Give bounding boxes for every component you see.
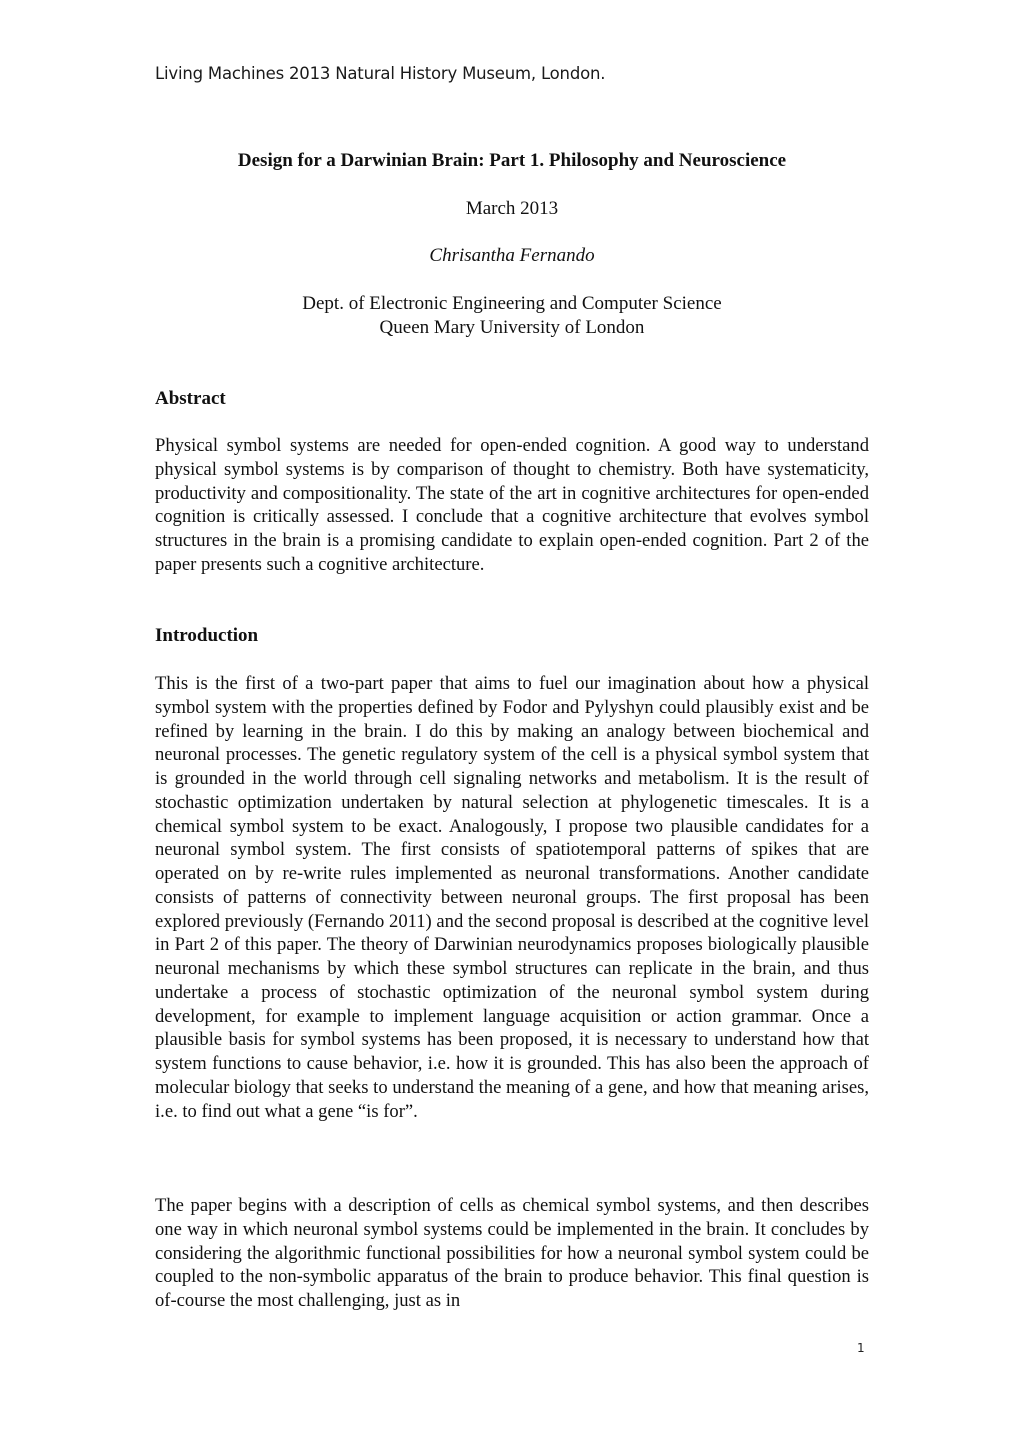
abstract-heading: Abstract	[155, 388, 226, 409]
paper-date: March 2013	[465, 198, 559, 219]
affiliation-university: Queen Mary University of London	[379, 317, 645, 338]
running-header: Living Machines 2013 Natural History Museum, London.	[155, 64, 606, 83]
introduction-paragraph: The paper begins with a description of cells as chemical symbol systems, and then describes one way in which neuronal symbol systems could be implemented in the brain. It concludes by considering the algorithmic functional possibilities for how a neuronal symbol system could be coupled to the non-symbolic apparatus of the brain to produce behavior. This final question is of-course the most challenging, just as in	[155, 1195, 869, 1311]
page-number: 1	[857, 1341, 865, 1355]
abstract-paragraph: Physical symbol systems are needed for open-ended cognition. A good way to understand physical symbol systems is by comparison of thought to chemistry. Both have systematicity, productivity and compositionality. The state of the art in cognitive architectures for open-ended cognition is critically assessed. I conclude that a cognitive architecture that evolves symbol structures in the brain is a promising candidate to explain open-ended cognition. Part 2 of the paper presents such a cognitive architecture.	[155, 435, 869, 575]
affiliation-department: Dept. of Electronic Engineering and Computer Science	[302, 293, 722, 314]
paper-author: Chrisantha Fernando	[429, 245, 595, 266]
author-affiliation	[155, 292, 869, 340]
paper-title: Design for a Darwinian Brain: Part 1. Philosophy and Neuroscience	[237, 150, 787, 171]
introduction-paragraph: This is the first of a two-part paper that aims to fuel our imagination about how a physical symbol system with the properties defined by Fodor and Pylyshyn could plausibly exist and be refined by learning in the brain. I do this by making an analogy between biochemical and neuronal processes. The genetic regulatory system of the cell is a physical symbol system that is grounded in the world through cell signaling networks and metabolism. It is the result of stochastic optimization undertaken by natural selection at phylogenetic timescales. It is a chemical symbol system to be exact. Analogously, I propose two plausible candidates for a neuronal symbol system. The first consists of spatiotemporal patterns of spikes that are operated on by re-write rules implemented as neuronal transformations. Another candidate consists of patterns of connectivity between neuronal groups. The first proposal has been explored previously (Fernando 2011) and the second proposal is described at the cognitive level in Part 2 of this paper. The theory of Darwinian neurodynamics proposes biologically plausible neuronal mechanisms by which these symbol structures can replicate in the brain, and thus undertake a process of stochastic optimization of the neuronal symbol system during development, for example to implement language acquisition or action grammar. Once a plausible basis for symbol systems has been proposed, it is necessary to understand how that system functions to cause behavior, i.e. how it is grounded. This has also been the approach of molecular biology that seeks to understand the meaning of a gene, and how that meaning arises, i.e. to find out what a gene “is for”.	[155, 673, 869, 1122]
introduction-heading: Introduction	[155, 625, 259, 646]
